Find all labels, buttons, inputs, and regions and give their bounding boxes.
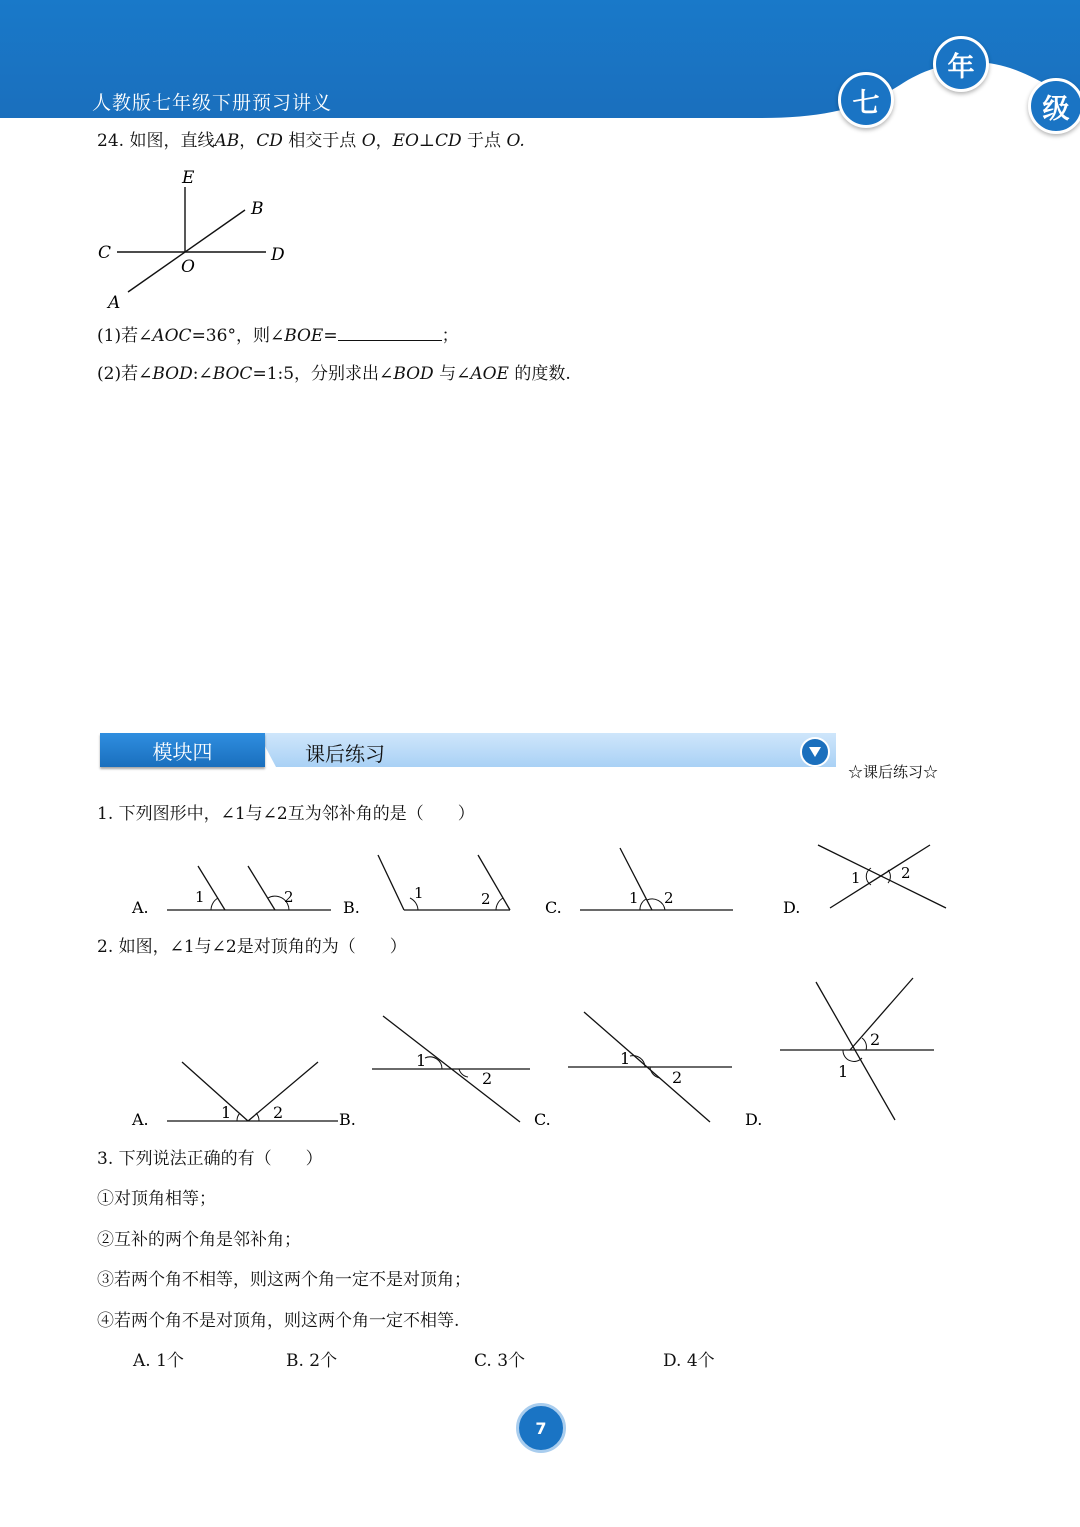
svg-text:D.: D. (783, 898, 801, 917)
label-A: A (108, 293, 121, 313)
svg-text:A.: A. (132, 1110, 149, 1129)
svg-text:1: 1 (851, 869, 861, 887)
label-E: E (182, 168, 195, 188)
label-O: O (181, 257, 195, 277)
grade-char-nian: 年 (933, 36, 989, 92)
page-number: 7 (516, 1403, 566, 1453)
q2-stem: 2. 如图，∠1与∠2是对顶角的为（ ） (97, 937, 407, 957)
module-subtitle: 课后练习 (305, 742, 385, 766)
label-C: C (98, 243, 112, 263)
chevron-down-icon[interactable] (800, 737, 830, 767)
q2-figures (0, 970, 1080, 1135)
svg-text:C.: C. (545, 898, 562, 917)
module-tag: ☆课后练习☆ (848, 763, 939, 781)
svg-text:2: 2 (284, 888, 294, 906)
label-D: D (271, 245, 285, 265)
svg-text:D.: D. (745, 1110, 763, 1129)
q3-choice-c: C. 3个 (474, 1351, 526, 1371)
q3-statement-4: ④若两个角不是对顶角，则这两个角一定不相等. (97, 1311, 460, 1331)
svg-text:2: 2 (901, 864, 911, 882)
q24-figure (90, 160, 310, 320)
q3-choice-d: D. 4个 (663, 1351, 715, 1371)
svg-text:1: 1 (195, 888, 205, 906)
module-label: 模块四 (100, 733, 265, 767)
q3-statement-3: ③若两个角不相等，则这两个角一定不是对顶角； (97, 1270, 471, 1290)
svg-text:1: 1 (838, 1062, 849, 1081)
answer-blank[interactable] (338, 326, 442, 341)
svg-text:A.: A. (132, 898, 149, 917)
svg-text:B.: B. (343, 898, 360, 917)
svg-text:1: 1 (414, 884, 424, 902)
svg-text:2: 2 (870, 1030, 881, 1049)
svg-text:C.: C. (534, 1110, 551, 1129)
q24-part2: (2)若∠BOD:∠BOC=1:5，分别求出∠BOD 与∠AOE 的度数. (97, 364, 571, 384)
svg-text:2: 2 (664, 889, 674, 907)
svg-text:2: 2 (482, 1069, 493, 1088)
svg-text:1: 1 (416, 1051, 427, 1070)
q3-statement-2: ②互补的两个角是邻补角； (97, 1230, 301, 1250)
svg-text:2: 2 (481, 890, 491, 908)
q24-stem: 24. 如图，直线AB，CD 相交于点 O，EO⊥CD 于点 O. (97, 131, 525, 151)
grade-char-qi: 七 (838, 72, 894, 128)
q3-stem: 3. 下列说法正确的有（ ） (97, 1149, 323, 1169)
label-B: B (251, 199, 264, 219)
q1-stem: 1. 下列图形中，∠1与∠2互为邻补角的是（ ） (97, 804, 475, 824)
header-title: 人教版七年级下册预习讲义 (92, 92, 333, 114)
svg-text:2: 2 (273, 1103, 284, 1122)
q24-part1: (1)若∠AOC=36°，则∠BOE= ； (97, 326, 459, 346)
grade-char-ji: 级 (1028, 78, 1080, 134)
svg-text:1: 1 (221, 1103, 232, 1122)
svg-text:1: 1 (629, 889, 639, 907)
q3-choice-b: B. 2个 (286, 1351, 338, 1371)
q1-figures (0, 835, 1080, 930)
svg-text:B.: B. (339, 1110, 356, 1129)
q3-choice-a: A. 1个 (133, 1351, 184, 1371)
q3-statement-1: ①对顶角相等； (97, 1189, 216, 1209)
svg-text:1: 1 (620, 1049, 631, 1068)
svg-text:2: 2 (672, 1068, 683, 1087)
